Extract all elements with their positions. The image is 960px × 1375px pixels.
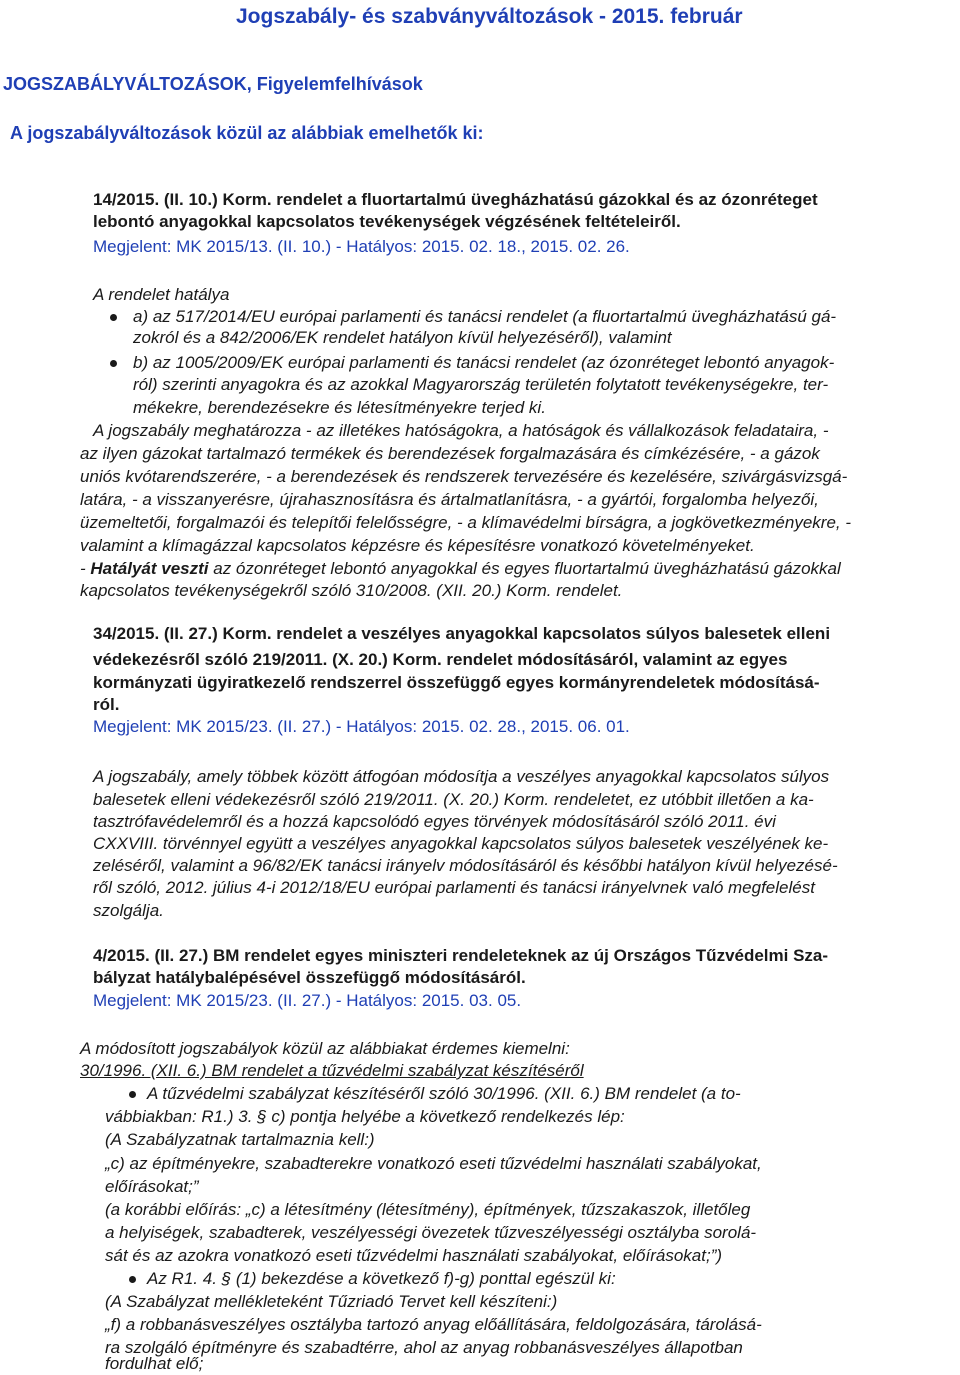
amendment-2-line: (A Szabályzat mellékleteként Tűzriadó Tervet kell készíteni:) bbox=[105, 1292, 558, 1311]
item1-body-line: valamint a klímagázzal kapcsolatos képzésre és képesítésre vonatkozó követelményeket. bbox=[80, 536, 755, 555]
item2-body-line: szolgálja. bbox=[93, 901, 164, 920]
amendment-2-line: fordulhat elő; bbox=[105, 1354, 204, 1373]
amendment-2-line: Az R1. 4. § (1) bekezdése a következő f)-g) ponttal egészül ki: bbox=[147, 1269, 616, 1288]
item1-repeal-line bbox=[80, 558, 841, 579]
item1-body-line: az ilyen gázokat tartalmazó termékek és berendezések forgalmazására és címkézésére, - a gázok bbox=[80, 444, 820, 463]
amendment-1-line: (a korábbi előírás: „c) a létesítmény (létesítmény), építmények, tűzszakaszok, illetőleg bbox=[105, 1200, 751, 1219]
item2-body-line: ről szóló, 2012. július 4-i 2012/18/EU európai parlamenti és tanácsi irányelvnek való megfelelést bbox=[93, 878, 815, 897]
amendment-2-line: ra szolgáló építményre és szabadtérre, ahol az anyag robbanásveszélyes állapotban bbox=[105, 1338, 743, 1357]
amendment-1-line: sát és az azokra vonatkozó eseti tűzvédelmi használati szabályokat, előírásokat;”) bbox=[105, 1246, 723, 1265]
scope-item-b: b) az 1005/2009/EK európai parlamenti és tanácsi rendelet (az ózonréteget lebontó anyagok- bbox=[133, 353, 835, 372]
bullet-icon bbox=[110, 314, 117, 321]
item1-title-line: 14/2015. (II. 10.) Korm. rendelet a fluortartalmú üvegházhatású gázokkal és az ózonréteget bbox=[93, 190, 818, 209]
item3-title-line: bályzat hatálybalépésével összefüggő módosításáról. bbox=[93, 968, 526, 987]
item2-body-line: A jogszabály, amely többek között átfogóan módosítja a veszélyes anyagokkal kapcsolatos súlyos bbox=[93, 767, 830, 786]
section-heading: JOGSZABÁLYVÁLTOZÁSOK, Figyelemfelhívások bbox=[3, 74, 423, 94]
item1-body-line: uniós kvótarendszerére, - a berendezések és rendszerek tervezésére és kezelésére, szivárgásvizsgá- bbox=[80, 467, 848, 486]
item2-body-line: tasztrófavédelemről és a hozzá kapcsolódó egyes törvények módosításáról szóló 2011. évi bbox=[93, 812, 776, 831]
scope-item-a: a) az 517/2014/EU európai parlamenti és tanácsi rendelet (a fluortartalmú üvegházhatású gá- bbox=[133, 307, 837, 326]
scope-item-b: ról) szerinti anyagokra és az azokkal Magyarország területén folytatott tevékenységekre, ter- bbox=[133, 375, 829, 394]
item1-title-line: lebontó anyagokkal kapcsolatos tevékenységek végzésének feltételeiről. bbox=[93, 212, 681, 231]
item2-title-line: védekezésről szóló 219/2011. (X. 20.) Korm. rendelet módosításáról, valamint az egyes bbox=[93, 650, 788, 669]
item1-body-line: latára, - a visszanyerésre, újrahasznosításra és ártalmatlanításra, - a gyártói, forgalomba helyezői, bbox=[80, 490, 819, 509]
item2-body-line: balesetek elleni védekezésről szóló 219/2011. (X. 20.) Korm. rendeletet, ez utóbbit illetően a ka- bbox=[93, 790, 814, 809]
amended-regulation-title: 30/1996. (XII. 6.) BM rendelet a tűzvédelmi szabályzat készítéséről bbox=[80, 1061, 584, 1080]
repeal-prefix: - bbox=[80, 559, 91, 578]
amendment-1-line: előírásokat;” bbox=[105, 1177, 199, 1196]
bullet-icon bbox=[110, 360, 117, 367]
scope-item-a: zokról és a 842/2006/EK rendelet hatályon kívül helyezéséről), valamint bbox=[133, 328, 672, 347]
repeal-bold: Hatályát veszti bbox=[90, 559, 209, 578]
intro-text: A jogszabályváltozások közül az alábbiak emelhetők ki: bbox=[10, 123, 484, 143]
item2-title-line: kormányzati ügyiratkezelő rendszerrel összefüggő egyes kormányrendeletek módosításá- bbox=[93, 673, 820, 692]
amended-heading: A módosított jogszabályok közül az alábbiakat érdemes kiemelni: bbox=[80, 1039, 570, 1058]
bullet-icon bbox=[129, 1276, 136, 1283]
item1-body-line: üzemeltetői, forgalmazói és telepítői felelősségre, - a klímavédelmi bírságra, a jogkövetkezményekre, - bbox=[80, 513, 852, 532]
amendment-2-line: „f) a robbanásveszélyes osztályba tartozó anyag előállítására, feldolgozására, tárolásá- bbox=[105, 1315, 762, 1334]
amendment-1-line: A tűzvédelmi szabályzat készítéséről szóló 30/1996. (XII. 6.) BM rendelet (a to- bbox=[147, 1084, 741, 1103]
page-title: Jogszabály- és szabványváltozások - 2015. február bbox=[236, 5, 743, 28]
bullet-icon bbox=[129, 1091, 136, 1098]
item3-title-line: 4/2015. (II. 27.) BM rendelet egyes miniszteri rendeleteknek az új Országos Tűzvédelmi Sza- bbox=[93, 946, 829, 965]
item1-repeal-line: kapcsolatos tevékenységekről szóló 310/2008. (XII. 20.) Korm. rendelet. bbox=[80, 581, 623, 600]
amendment-1-line: „c) az építményekre, szabadterekre vonatkozó eseti tűzvédelmi használati szabályokat, bbox=[105, 1154, 762, 1173]
scope-item-b: mékekre, berendezésekre és létesítményekre terjed ki. bbox=[133, 398, 546, 417]
item2-title-line: ról. bbox=[93, 695, 120, 714]
amendment-1-line: (A Szabályzatnak tartalmaznia kell:) bbox=[105, 1130, 375, 1149]
item2-body-line: zeléséről, valamint a 96/82/EK tanácsi irányelv módosításáról és későbbi hatályon kívül helyezésé- bbox=[93, 856, 838, 875]
amendment-1-line: a helyiségek, szabadterek, veszélyességi övezetek tűzveszélyességi osztályba sorolá- bbox=[105, 1223, 757, 1242]
item1-scope-heading: A rendelet hatálya bbox=[93, 285, 230, 304]
repeal-rest: az ózonréteget lebontó anyagokkal és egyes fluortartalmú üvegházhatású gázokkal bbox=[208, 559, 841, 578]
item2-title-line: 34/2015. (II. 27.) Korm. rendelet a veszélyes anyagokkal kapcsolatos súlyos balesetek elleni bbox=[93, 624, 831, 643]
item3-published: Megjelent: MK 2015/23. (II. 27.) - Hatályos: 2015. 03. 05. bbox=[93, 991, 522, 1010]
item1-body-line: A jogszabály meghatározza - az illetékes hatóságokra, a hatóságok és vállalkozások feladataira, - bbox=[93, 421, 829, 440]
item2-body-line: CXXVIII. törvénnyel együtt a veszélyes anyagokkal kapcsolatos súlyos balesetek veszélyének ke- bbox=[93, 834, 829, 853]
item2-published: Megjelent: MK 2015/23. (II. 27.) - Hatályos: 2015. 02. 28., 2015. 06. 01. bbox=[93, 717, 630, 736]
amendment-1-line: vábbiakban: R1.) 3. § c) pontja helyébe a következő rendelkezés lép: bbox=[105, 1107, 625, 1126]
item1-published: Megjelent: MK 2015/13. (II. 10.) - Hatályos: 2015. 02. 18., 2015. 02. 26. bbox=[93, 237, 630, 256]
